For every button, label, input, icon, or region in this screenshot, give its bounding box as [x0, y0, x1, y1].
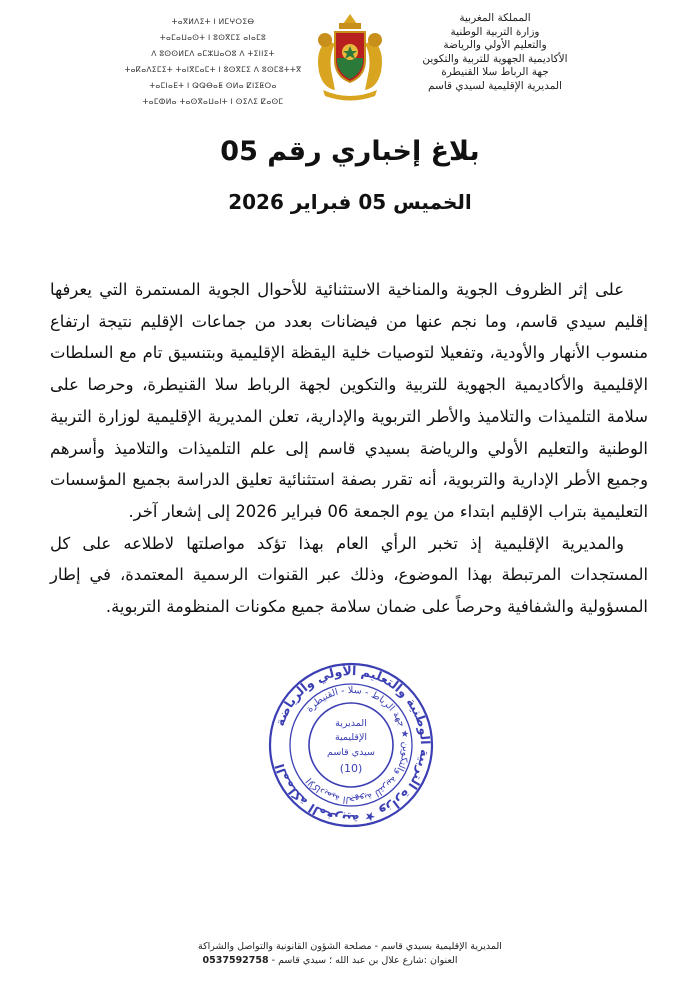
footer [0, 940, 700, 968]
footer-phone: 0537592758 [202, 955, 269, 966]
header-line: المديرية الإقليمية لسيدي قاسم [428, 79, 562, 92]
stamp-inner-text: الأكاديمية الجهوية للتربية والتكوين ★ جهة الرباط - سلا - القنيطرة [304, 684, 412, 806]
tifinagh-line: ⵜⴰⴳⵍⴷⵉⵜ ⵏ ⵍⵎⵖⵔⵉⴱ [171, 17, 255, 26]
stamp-center-line: الإقليمية [334, 732, 368, 743]
body-paragraph: على إثر الظروف الجوية والمناخية الاستثنائية للأحوال الجوية المستمرة التي يعرفها إقليم سيدي قاسم، وما نجم عنها من فيضانات بعدد من جماعات الإقليم نتيجة ارتفاع منسوب الأنهار والأودية، وتفعيلا لتوصيات خلية اليقظة الإقليمية وبتنسيق تام مع السلطات الإقليمية والأكاديمية الجهوية للتربية والتكوين لجهة الرباط سلا القنيطرة، وحرصا على سلامة التلميذات والتلاميذ والأطر التربوية والإدارية، تعلن المديرية الإقليمية لوزارة التربية الوطنية والتعليم الأولي والرياضة بسيدي قاسم إلى علم التلميذات والتلاميذ وأسرهم وجميع الأطر الإدارية والتربوية، أنه تقرر بصفة استثنائية تعليق الدراسة بجميع المؤسسات التعليمية بتراب الإقليم ابتداء من يوم الجمعة 06 فبراير 2026 إلى إشعار آخر. [50, 280, 648, 521]
header-line: المملكة المغربية [459, 12, 531, 24]
header-line: الأكاديمية الجهوية للتربية والتكوين [422, 52, 568, 65]
stamp-center-line: المديرية [335, 718, 367, 729]
body-paragraph: والمديرية الإقليمية إذ تخبر الرأي العام بهذا تؤكد مواصلتها لاطلاعه على كل المستجدات المرتبطة بهذا الموضوع، وذلك عبر القنوات الرسمية المعتمدة، في إطار المسؤولية والشفافية وحرصاً على ضمان سلامة جميع مكونات المنظومة التربوية. [50, 533, 648, 617]
header-line: جهة الرباط سلا القنيطرة [441, 66, 549, 78]
stamp-center-line: سيدي قاسم [327, 747, 375, 758]
stamp-center-line: (10) [339, 762, 363, 775]
tifinagh-line: ⵜⴰⵎⵀⵍⴰ ⵜⴰⵙⴳⴰⵡⴰⵏⵜ ⵏ ⵙⵉⴷⵉ ⵇⴰⵙⵎ [142, 97, 284, 106]
footer-address-row [0, 954, 660, 968]
document-title: بلاغ إخباري رقم 05 [220, 136, 480, 167]
header-line: وزارة التربية الوطنية [450, 25, 540, 38]
tifinagh-line: ⵜⴰⵎⴰⵡⴰⵙⵜ ⵏ ⵓⵙⴳⵎⵉ ⴰⵏⴰⵎⵓ [159, 33, 267, 42]
tifinagh-line: ⴷ ⵓⵙⵙⵍⵎⴷ ⴰⵎⵣⵡⴰⵔⵓ ⴷ ⵜⵉⵏⵏⵉⵜ [151, 49, 275, 58]
tifinagh-line: ⵜⴰⴽⴰⴷⵉⵎⵉⵜ ⵜⴰⵏⴳⵎⴰⵎⵜ ⵏ ⵓⵙⴳⵎⵉ ⴷ ⵓⵙⵎⵓⵜⵜⴳ [124, 65, 302, 74]
stamp-outer-text: المملكة المغربية ★ وزارة التربية الوطنية والتعليم الأولي والرياضة [271, 662, 434, 828]
tifinagh-line: ⵜⴰⵎⵏⴰⴹⵜ ⵏ ⵕⵕⴱⴰⵟ ⵙⵍⴰ ⵇⵏⵉⵟⵔⴰ [149, 81, 277, 90]
header-arabic [380, 12, 610, 93]
document-date: الخميس 05 فبراير 2026 [228, 190, 472, 214]
footer-service: المديرية الإقليمية بسيدي قاسم - مصلحة الشؤون القانونية والتواصل والشراكة [198, 941, 502, 952]
header-line: والتعليم الأولي والرياضة [443, 39, 547, 51]
official-stamp [268, 662, 434, 828]
header-tifinagh [118, 14, 308, 110]
document-body [50, 274, 648, 623]
footer-address: العنوان :شارع علال بن عبد الله ؛ سيدي قاسم - [271, 955, 458, 966]
